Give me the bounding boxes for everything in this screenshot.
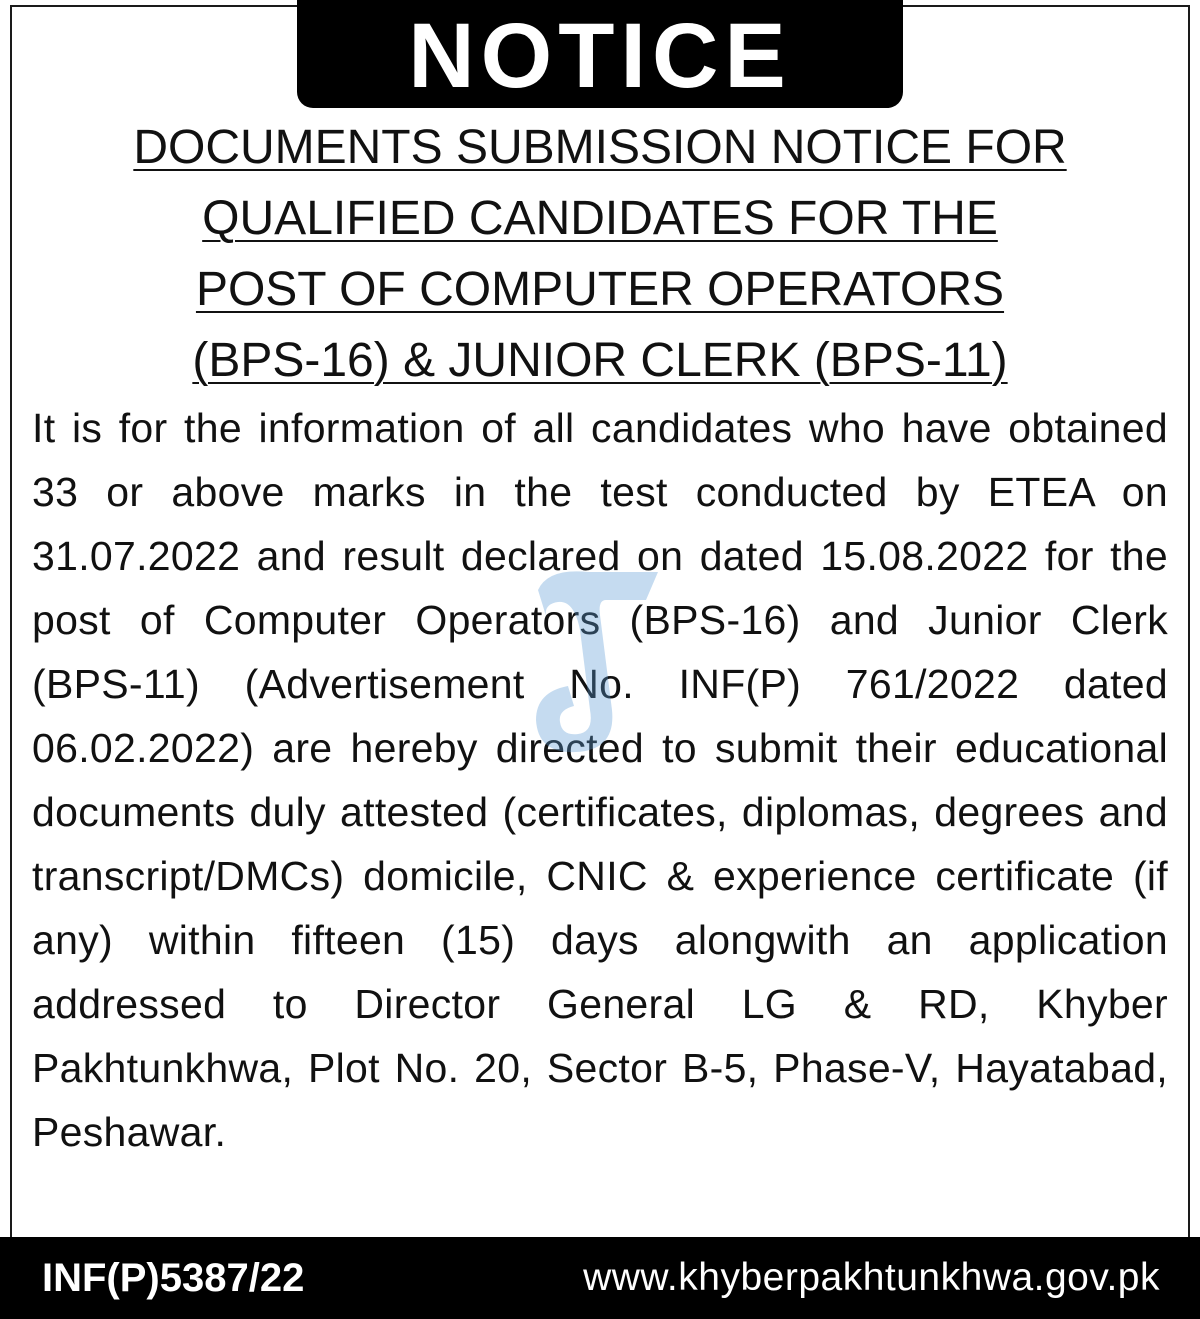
advertisement-reference: INF(P)5387/22 xyxy=(42,1255,305,1300)
website-url: www.khyberpakhtunkhwa.gov.pk xyxy=(583,1256,1160,1299)
notice-banner xyxy=(297,0,903,108)
heading-line: (BPS-16) & JUNIOR CLERK (BPS-11) xyxy=(192,334,1008,387)
heading-line: DOCUMENTS SUBMISSION NOTICE FOR xyxy=(133,121,1067,174)
notice-title: NOTICE xyxy=(408,5,792,107)
heading-line: QUALIFIED CANDIDATES FOR THE xyxy=(202,192,998,245)
heading-line: POST OF COMPUTER OPERATORS xyxy=(195,263,1005,316)
footer-bar xyxy=(0,1237,1200,1319)
notice-heading xyxy=(40,112,1160,396)
notice-body: It is for the information of all candidates who have obtained 33 or above marks in the test conducted by ETEA on 31.07.2022 and result declared on dated 15.08.2022 for the post of Computer Operators (BPS-16) and Junior Clerk (BPS-11) (Advertisement No. INF(P) 761/2022 dated 06.02.2022) are hereby directed to submit their educational documents duly attested (certificates, diplomas, degrees and transcript/DMCs) domicile, CNIC & experience certificate (if any) within fifteen (15) days alongwith an application addressed to Director General LG & RD, Khyber Pakhtunkhwa, Plot No. 20, Sector B-5, Phase-V, Hayatabad, Peshawar. xyxy=(32,405,1168,1155)
